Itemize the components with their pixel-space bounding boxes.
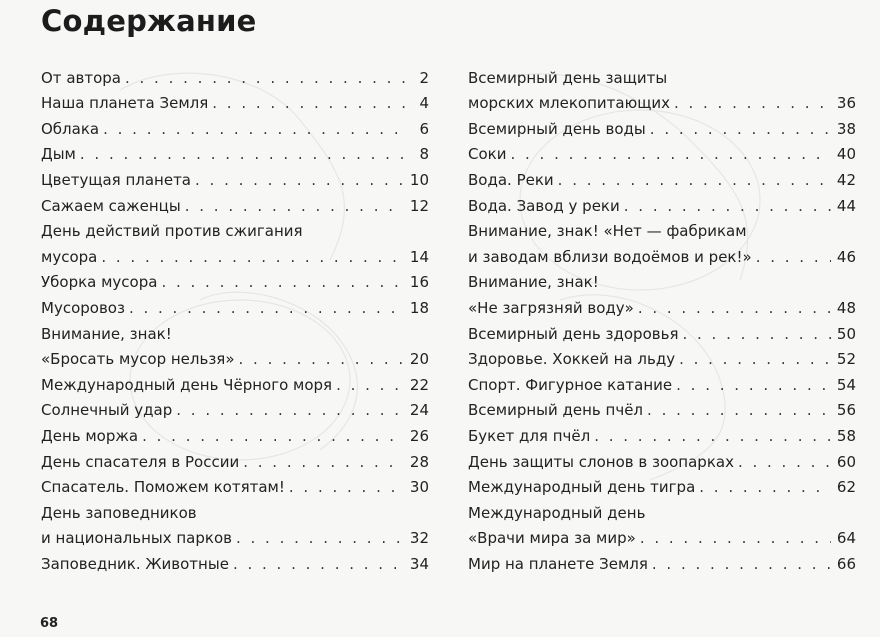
toc-leader-dots — [142, 426, 404, 446]
toc-entry — [41, 548, 429, 574]
toc-entry-page: 4 — [419, 94, 429, 113]
toc-entry-title: Вода. Завод у реки — [468, 196, 620, 215]
toc-entry — [468, 548, 856, 574]
toc-entry-title: Международный день Чёрного моря — [41, 375, 333, 394]
toc-leader-dots — [212, 93, 405, 113]
toc-entry-title: и национальных парков — [41, 529, 232, 548]
toc-entry — [41, 395, 429, 421]
toc-entry-title: Мир на планете Земля — [468, 554, 648, 573]
toc-entry-title: Уборка мусора — [41, 273, 158, 292]
toc-entry — [41, 267, 429, 293]
toc-entry-page: 6 — [419, 119, 429, 138]
toc-entry — [468, 62, 856, 88]
toc-column-left — [41, 62, 429, 574]
toc-entry — [468, 190, 856, 216]
toc-entry-page: 8 — [419, 145, 429, 164]
toc-entry-page: 38 — [836, 119, 856, 138]
toc-entry-title: Дым — [41, 145, 76, 164]
toc-entry-title: Сажаем саженцы — [41, 196, 181, 215]
toc-leader-dots — [236, 528, 404, 548]
toc-leader-dots — [125, 68, 405, 88]
page-title: Содержание — [41, 4, 257, 38]
toc-entry — [41, 344, 429, 370]
toc-leader-dots — [699, 477, 831, 497]
toc-entry — [41, 241, 429, 267]
toc-entry-title: Всемирный день воды — [468, 119, 646, 138]
toc-entry-page: 30 — [409, 478, 429, 497]
toc-entry-page: 10 — [409, 170, 429, 189]
toc-leader-dots — [652, 554, 831, 574]
toc-entry-page: 60 — [836, 452, 856, 471]
toc-entry — [41, 369, 429, 395]
toc-leader-dots — [594, 426, 831, 446]
toc-entry-title: Всемирный день защиты — [468, 68, 668, 87]
toc-entry-title: Спорт. Фигурное катание — [468, 375, 673, 394]
toc-entry-title: Международный день тигра — [468, 478, 696, 497]
toc-entry-page: 12 — [409, 196, 429, 215]
toc-entry — [468, 497, 856, 523]
toc-entry-page: 40 — [836, 145, 856, 164]
toc-leader-dots — [336, 375, 404, 395]
toc-entry — [41, 292, 429, 318]
toc-leader-dots — [738, 452, 831, 472]
toc-entry — [468, 420, 856, 446]
toc-entry — [41, 190, 429, 216]
toc-entry-title: Солнечный удар — [41, 401, 173, 420]
toc-entry-page: 2 — [419, 68, 429, 87]
toc-entry-title: От автора — [41, 68, 121, 87]
toc-entry-title: Всемирный день здоровья — [468, 324, 679, 343]
toc-entry-page: 24 — [409, 401, 429, 420]
toc-leader-dots — [674, 93, 831, 113]
toc-leader-dots — [676, 375, 831, 395]
toc-entry-page: 22 — [409, 375, 429, 394]
toc-entry — [468, 292, 856, 318]
toc-entry — [41, 88, 429, 114]
toc-entry-page: 44 — [836, 196, 856, 215]
toc-leader-dots — [679, 349, 831, 369]
toc-leader-dots — [289, 477, 404, 497]
toc-entry-title: День моржа — [41, 426, 139, 445]
toc-column-right — [468, 62, 856, 574]
toc-entry-title: Всемирный день пчёл — [468, 401, 644, 420]
toc-entry — [468, 267, 856, 293]
toc-entry-page: 20 — [409, 350, 429, 369]
toc-entry-title: Соки — [468, 145, 507, 164]
toc-entry — [41, 164, 429, 190]
toc-entry — [41, 139, 429, 165]
toc-entry-page: 48 — [836, 298, 856, 317]
toc-entry-title: Мусоровоз — [41, 298, 125, 317]
toc-entry-page: 14 — [409, 247, 429, 266]
toc-entry-page: 50 — [836, 324, 856, 343]
toc-entry — [41, 472, 429, 498]
toc-leader-dots — [510, 144, 830, 164]
toc-entry-title: Внимание, знак! — [41, 324, 172, 343]
toc-entry — [468, 446, 856, 472]
toc-entry-title: Заповедник. Животные — [41, 554, 229, 573]
toc-leader-dots — [129, 298, 404, 318]
toc-entry-page: 42 — [836, 170, 856, 189]
toc-entry-title: Цветущая планета — [41, 170, 191, 189]
toc-entry-page: 66 — [836, 554, 856, 573]
toc-entry — [468, 472, 856, 498]
toc-entry-title: мусора — [41, 247, 98, 266]
toc-entry-page: 52 — [836, 350, 856, 369]
toc-entry — [468, 216, 856, 242]
toc-entry-page: 36 — [836, 94, 856, 113]
toc-entry-title: Здоровье. Хоккей на льду — [468, 350, 676, 369]
toc-entry — [468, 241, 856, 267]
toc-leader-dots — [640, 528, 831, 548]
toc-entry-page: 26 — [409, 426, 429, 445]
toc-entry-title: Внимание, знак! — [468, 273, 599, 292]
toc-leader-dots — [624, 196, 831, 216]
toc-entry — [41, 523, 429, 549]
toc-entry-title: Вода. Реки — [468, 170, 554, 189]
toc-entry-title: Наша планета Земля — [41, 94, 209, 113]
toc-entry-title: День защиты слонов в зоопарках — [468, 452, 734, 471]
toc-entry — [41, 216, 429, 242]
toc-entry-title: Спасатель. Поможем котятам! — [41, 478, 285, 497]
toc-entry-page: 32 — [409, 529, 429, 548]
toc-leader-dots — [756, 247, 831, 267]
toc-entry-page: 16 — [409, 273, 429, 292]
toc-entry-title: «Врачи мира за мир» — [468, 529, 636, 548]
toc-entry-title: морских млекопитающих — [468, 94, 670, 113]
toc-entry-title: День спасателя в России — [41, 452, 240, 471]
toc-entry-page: 46 — [836, 247, 856, 266]
toc-leader-dots — [638, 298, 831, 318]
toc-entry-title: «Бросать мусор нельзя» — [41, 350, 235, 369]
toc-leader-dots — [647, 400, 831, 420]
toc-entry-page: 56 — [836, 401, 856, 420]
toc-leader-dots — [650, 119, 831, 139]
toc-entry — [468, 139, 856, 165]
toc-entry-title: День заповедников — [41, 503, 197, 522]
toc-entry — [41, 113, 429, 139]
toc-entry-page: 62 — [836, 478, 856, 497]
toc-entry — [41, 318, 429, 344]
toc-entry-title: День действий против сжигания — [41, 222, 303, 241]
toc-entry — [468, 113, 856, 139]
toc-leader-dots — [80, 144, 405, 164]
toc-entry-page: 28 — [409, 452, 429, 471]
toc-entry — [468, 344, 856, 370]
toc-entry-page: 54 — [836, 375, 856, 394]
toc-entry — [468, 523, 856, 549]
toc-entry-title: «Не загрязняй воду» — [468, 298, 634, 317]
toc-entry — [468, 369, 856, 395]
toc-entry-title: Внимание, знак! «Нет — фабрикам — [468, 222, 747, 241]
toc-entry — [468, 318, 856, 344]
toc-entry-title: Облака — [41, 119, 100, 138]
toc-entry — [468, 395, 856, 421]
footer-page-number: 68 — [40, 616, 59, 631]
toc-entry — [468, 164, 856, 190]
toc-entry-page: 34 — [409, 554, 429, 573]
toc-entry-title: и заводам вблизи водоёмов и рек!» — [468, 247, 752, 266]
toc-leader-dots — [558, 170, 831, 190]
toc-leader-dots — [101, 247, 404, 267]
toc-leader-dots — [176, 400, 404, 420]
toc-leader-dots — [161, 272, 403, 292]
toc-entry-page: 64 — [836, 529, 856, 548]
toc-entry-page: 18 — [409, 298, 429, 317]
toc-leader-dots — [239, 349, 404, 369]
toc-entry-title: Букет для пчёл — [468, 426, 591, 445]
toc-leader-dots — [103, 119, 405, 139]
toc-entry — [41, 446, 429, 472]
toc-entry — [41, 497, 429, 523]
toc-entry-page: 58 — [836, 426, 856, 445]
toc-entry — [41, 420, 429, 446]
toc-leader-dots — [233, 554, 404, 574]
toc-leader-dots — [682, 324, 830, 344]
toc-entry — [468, 88, 856, 114]
toc-leader-dots — [185, 196, 404, 216]
toc-entry — [41, 62, 429, 88]
toc-leader-dots — [243, 452, 404, 472]
toc-entry-title: Международный день — [468, 503, 646, 522]
toc-leader-dots — [195, 170, 404, 190]
